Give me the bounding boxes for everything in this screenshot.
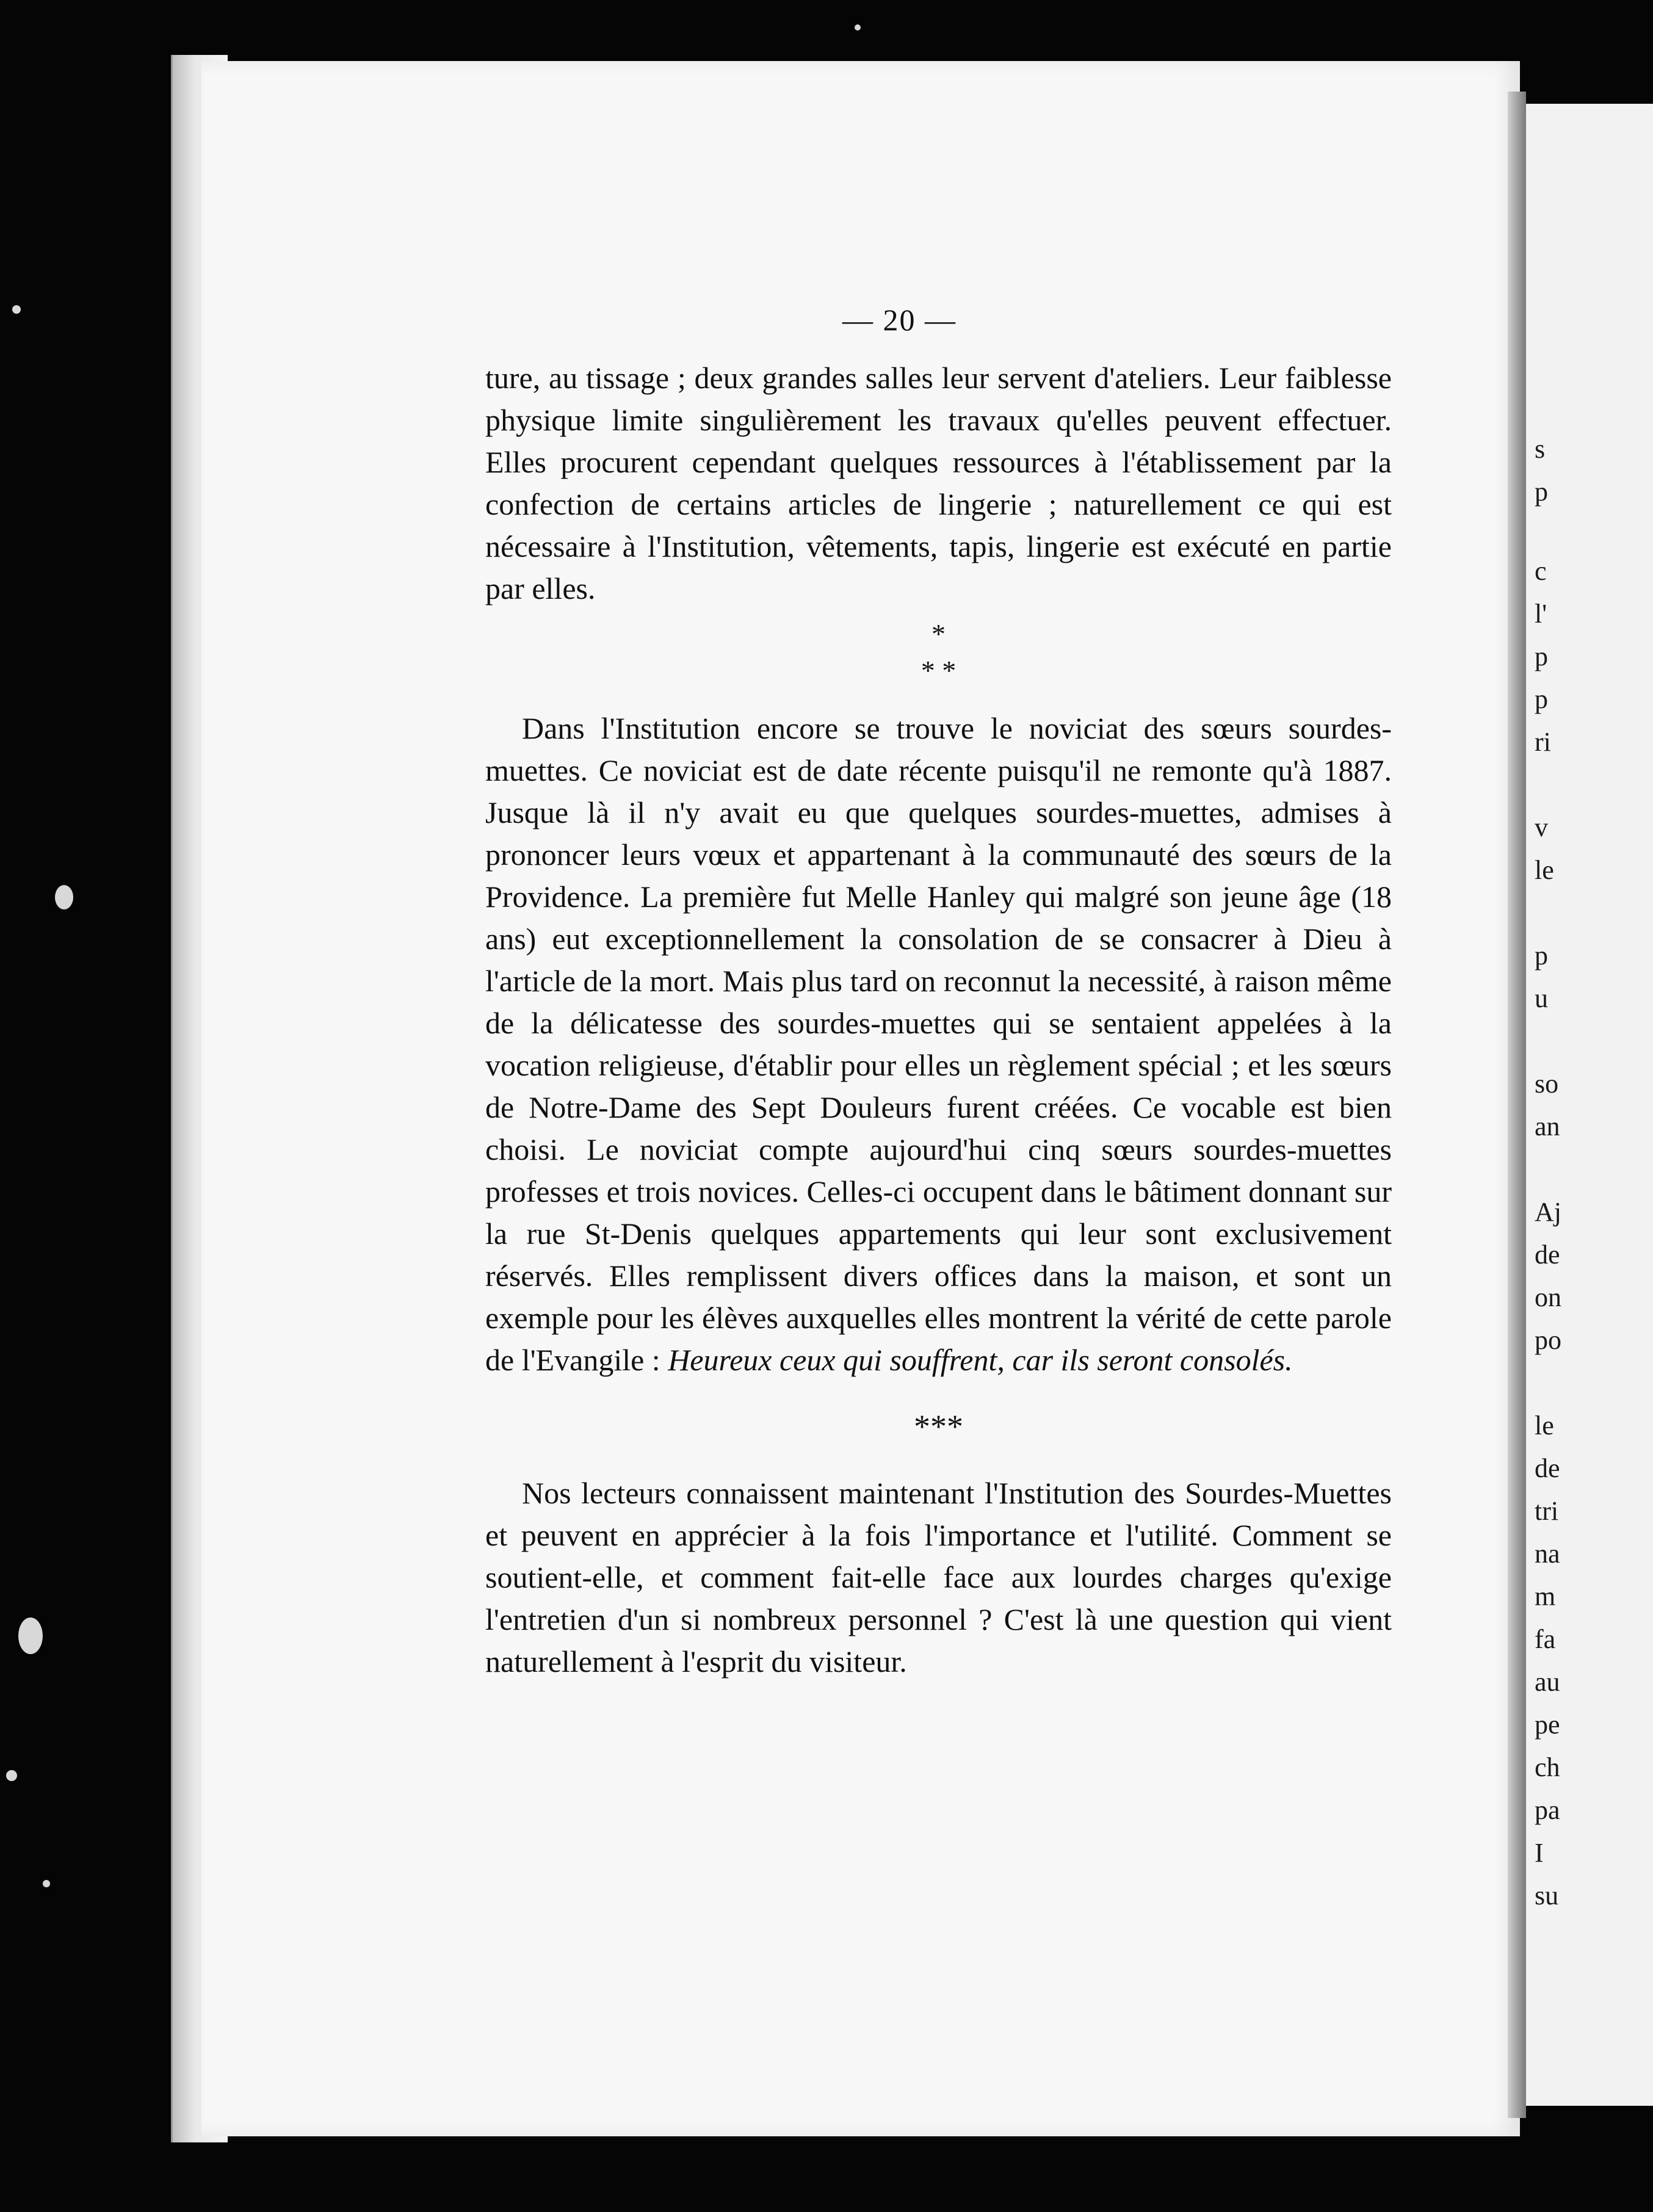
next-page-fragment: on — [1535, 1282, 1561, 1312]
dust-speck — [18, 1617, 43, 1654]
next-page-fragment: m — [1535, 1581, 1556, 1611]
page-fold-shadow — [1508, 92, 1526, 2118]
next-page-fragment: p — [1535, 642, 1548, 671]
next-page-fragment: v — [1535, 812, 1548, 842]
next-page-fragment: pa — [1535, 1795, 1560, 1825]
page-number: — 20 — — [842, 303, 957, 337]
next-page-fragment: ri — [1535, 727, 1551, 757]
next-page-fragment: an — [1535, 1111, 1560, 1141]
next-page-fragment: Aj — [1535, 1197, 1561, 1227]
next-page-fragment: po — [1535, 1325, 1561, 1355]
next-page-fragment: u — [1535, 983, 1548, 1013]
dust-speck — [55, 885, 73, 909]
gospel-quote: Heureux ceux qui souffrent, car ils seront consolés. — [668, 1343, 1293, 1377]
next-page-fragment: au — [1535, 1667, 1560, 1697]
next-page-edge — [1526, 104, 1653, 2106]
dust-speck — [855, 24, 861, 31]
next-page-fragment: de — [1535, 1453, 1560, 1483]
dust-speck — [6, 1770, 17, 1781]
next-page-fragment: le — [1535, 855, 1554, 885]
next-page-fragment: I — [1535, 1838, 1544, 1868]
asterism-divider: * * * — [921, 618, 957, 686]
next-page-fragment: p — [1535, 684, 1548, 714]
next-page-fragment: so — [1535, 1069, 1559, 1099]
next-page-fragment: p — [1535, 941, 1548, 970]
paragraph-1: ture, au tissage ; deux grandes salles leur servent d'ateliers. Leur faiblesse physique limite singulièrement les travaux qu'elles peuvent effectuer. Elles procurent cependant quelques ressources à l'établissement par la confection de certains articles de lingerie ; naturellement ce qui est nécessaire à l'Institution, vêtements, tapis, lingerie est exécuté en partie par elles. — [485, 361, 1392, 605]
next-page-fragment: pe — [1535, 1710, 1560, 1740]
next-page-fragment: s — [1535, 434, 1546, 464]
next-page-fragment: na — [1535, 1539, 1560, 1569]
next-page-fragment: tri — [1535, 1496, 1559, 1526]
body-text — [485, 357, 1392, 1683]
next-page-fragment: le — [1535, 1411, 1554, 1440]
next-page-fragment: su — [1535, 1881, 1559, 1910]
paragraph-2 — [485, 707, 1392, 1381]
next-page-fragment: l' — [1535, 599, 1547, 629]
next-page-fragment: de — [1535, 1240, 1560, 1270]
next-page-fragment: c — [1535, 556, 1547, 586]
dust-speck — [12, 305, 21, 314]
asterism-divider-2: *** — [914, 1408, 963, 1445]
paragraph-3: Nos lecteurs connaissent maintenant l'Institution des Sourdes-Muettes et peuvent en apprécier à la fois l'importance et l'utilité. Comment se soutient-elle, et comment fait-elle face aux lourdes charges qu'exige l'entretien d'un si nombreux personnel ? C'est là une question qui vient naturellement à l'esprit du visiteur. — [485, 1476, 1392, 1679]
next-page-fragment: ch — [1535, 1752, 1560, 1782]
next-page-fragment: fa — [1535, 1624, 1556, 1654]
paragraph-2-text: Dans l'Institution encore se trouve le noviciat des sœurs sourdes-muettes. Ce noviciat est de date récente puisqu'il ne remonte qu'à 1887. Jusque là il n'y avait eu que quelques sourdes-muettes, admises à prononcer leurs vœux et appartenant à la communauté des sœurs de la Providence. La première fut Melle Hanley qui malgré son jeune âge (18 ans) eut exceptionnellement la consolation de se consacrer à Dieu à l'article de la mort. Mais plus tard on reconnut la necessité, à raison même de la délicatesse des sourdes-muettes qui se sentaient appelées à la vocation religieuse, d'établir pour elles un règlement spécial ; et les sœurs de Notre-Dame des Sept Douleurs furent créées. Ce vocable est bien choisi. Le noviciat compte aujourd'hui cinq sœurs sourdes-muettes professes et trois novices. Celles-ci occupent dans le bâtiment donnant sur la rue St-Denis quelques appartements qui leur sont exclusivement réservés. Elles remplissent divers offices dans la maison, et sont un exemple pour les élèves auxquelles elles montrent la vérité de cette parole de l'Evangile : — [485, 711, 1392, 1377]
next-page-fragment: p — [1535, 477, 1548, 507]
dust-speck — [43, 1880, 50, 1887]
